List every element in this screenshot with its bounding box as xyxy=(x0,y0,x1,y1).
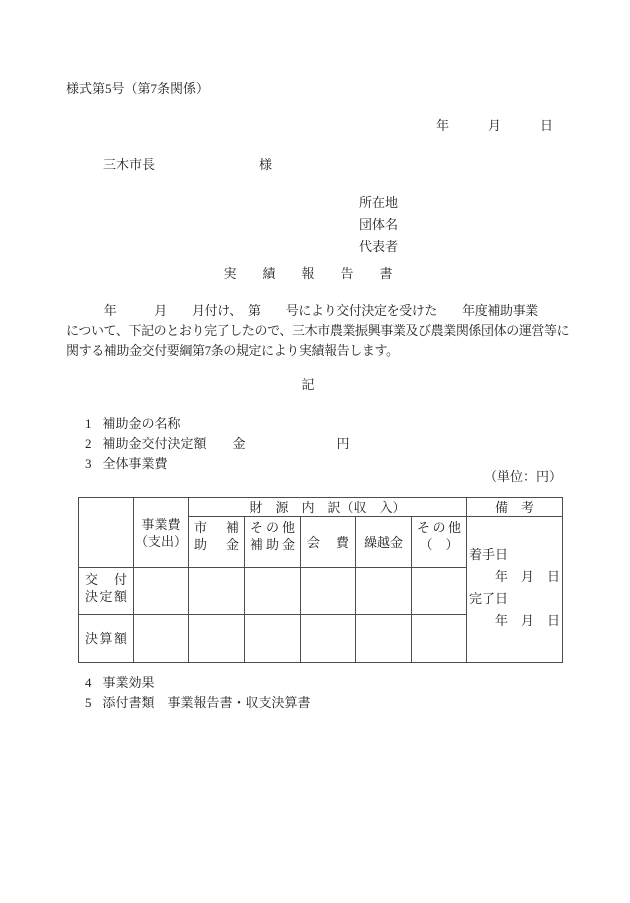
item-text: 添付書類 事業報告書・収支決算書 xyxy=(102,695,311,710)
end-date-label: 完了日 xyxy=(469,591,509,606)
other-subsidy-header-cell xyxy=(245,517,301,568)
value-cell xyxy=(245,568,301,615)
expense-header-cell xyxy=(134,498,189,568)
item-text: 補助金交付決定額 金 円 xyxy=(102,436,350,451)
value-cell xyxy=(412,568,467,615)
column-label-line: その他 xyxy=(417,520,461,535)
remarks-cell xyxy=(467,517,563,663)
item-text: 全体事業費 xyxy=(102,456,168,471)
end-date-blank: 年 月 日 xyxy=(495,613,561,628)
start-date-blank: 年 月 日 xyxy=(495,569,561,584)
value-cell xyxy=(301,568,356,615)
grant-decision-label-cell xyxy=(79,568,134,615)
value-cell xyxy=(301,615,356,663)
item-text: 補助金の名称 xyxy=(102,416,181,431)
row-label-line: 決定額 xyxy=(85,589,127,604)
sender-representative-label: 代表者 xyxy=(359,239,399,254)
list-item-subsidy-name xyxy=(85,417,181,430)
list-item-total-cost xyxy=(85,457,168,470)
item-number: 5 xyxy=(85,695,92,710)
carryover-header-cell: 繰越金 xyxy=(356,517,412,568)
remarks-header-cell: 備 考 xyxy=(467,498,563,517)
corner-cell xyxy=(79,498,134,568)
value-cell xyxy=(412,615,467,663)
value-cell xyxy=(189,568,245,615)
report-title: 実 績 報 告 書 xyxy=(223,266,393,281)
column-label-line: その他 xyxy=(250,520,295,535)
row-label-line: 交付 xyxy=(85,572,127,587)
addressee-line: 三木市長 様 xyxy=(103,157,273,172)
column-label-line: 補助金 xyxy=(250,537,295,552)
column-label-line: （ ） xyxy=(419,537,459,552)
sender-block xyxy=(359,192,398,258)
column-label-line: 助金 xyxy=(194,537,239,552)
expense-header-line: 事業費 xyxy=(141,516,181,532)
body-paragraph xyxy=(66,301,569,361)
body-line: について、下記のとおり完了したので、三木市農業振興事業及び農業関係団体の運営等に xyxy=(66,323,570,338)
list-item-grant-amount xyxy=(85,437,350,450)
other-header-cell xyxy=(412,517,467,568)
value-cell xyxy=(134,568,189,615)
summary-table xyxy=(78,497,563,663)
unit-note: （単位：円） xyxy=(483,469,562,484)
value-cell xyxy=(356,568,412,615)
item-text: 事業効果 xyxy=(102,675,155,690)
value-cell xyxy=(245,615,301,663)
row-label-line: 決算額 xyxy=(85,631,127,646)
city-subsidy-header-cell xyxy=(189,517,245,568)
item-number: 1 xyxy=(85,416,92,431)
record-marker: 記 xyxy=(301,377,315,392)
list-item-attachments xyxy=(85,696,311,709)
item-number: 4 xyxy=(85,675,92,690)
start-date-label: 着手日 xyxy=(469,547,509,562)
list-item-project-effect xyxy=(85,676,155,689)
body-line: 年 月 月付け、 第 号により交付決定を受けた 年度補助事業 xyxy=(66,303,538,318)
sender-address-label: 所在地 xyxy=(359,195,399,210)
value-cell xyxy=(356,615,412,663)
body-line: 関する補助金交付要綱第7条の規定により実績報告します。 xyxy=(66,343,399,358)
item-number: 3 xyxy=(85,456,92,471)
value-cell xyxy=(134,615,189,663)
finance-header-cell: 財 源 内 訳（収 入） xyxy=(189,498,467,517)
expense-header-line: （支出） xyxy=(134,533,187,549)
report-date-line: 年 月 日 xyxy=(435,118,553,133)
membership-fee-header-cell xyxy=(301,517,356,568)
column-label-line: 会費 xyxy=(307,534,349,550)
item-number: 2 xyxy=(85,436,92,451)
column-label-line: 市補 xyxy=(194,520,239,535)
sender-org-label: 団体名 xyxy=(359,217,399,232)
value-cell xyxy=(189,615,245,663)
settlement-label-cell xyxy=(79,615,134,663)
form-number: 様式第5号（第7条関係） xyxy=(66,81,210,96)
